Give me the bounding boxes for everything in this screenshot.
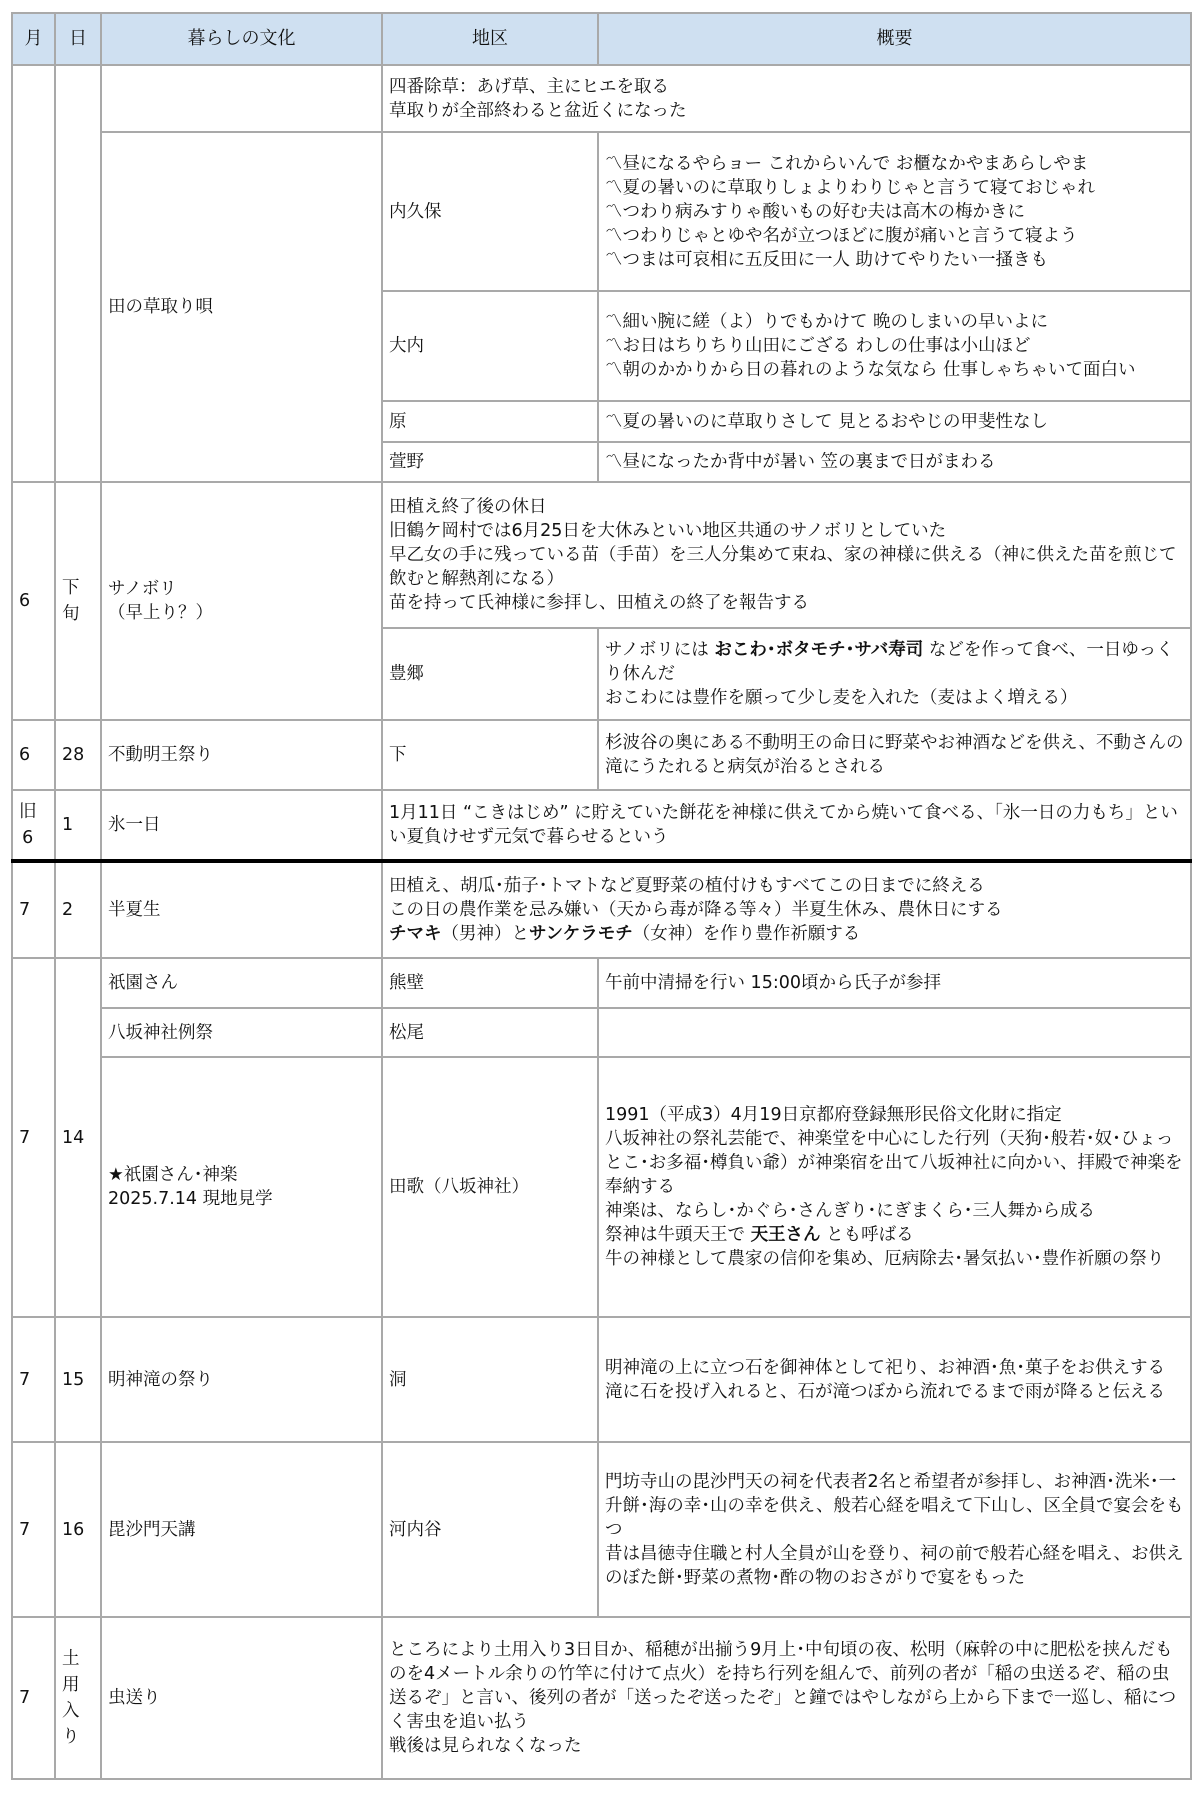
- cell-district: 河内谷: [382, 1442, 598, 1617]
- header-culture: 暮らしの文化: [101, 13, 382, 65]
- cell-day-empty: [55, 65, 101, 482]
- table-row-mushiokuri: [12, 1617, 1191, 1779]
- culture-title: ★祇園さん･神楽: [108, 1165, 238, 1185]
- cell-song-lyrics: [598, 132, 1191, 291]
- cell-district: 熊壁: [382, 958, 598, 1008]
- cell-song-lyrics: [598, 442, 1191, 482]
- bold-tennosan: 天王さん: [750, 1225, 821, 1245]
- cell-summary: [598, 1442, 1191, 1617]
- table-row-koori: [12, 790, 1191, 861]
- summary-line: 1991（平成3）4月19日京都府登録無形民俗文化財に指定: [605, 1105, 1062, 1125]
- visit-note: 2025.7.14 現地見学: [108, 1189, 273, 1209]
- cell-day: 14: [55, 958, 101, 1317]
- cell-district: 田歌（八坂神社）: [382, 1057, 598, 1317]
- cell-culture: 明神滝の祭り: [101, 1317, 382, 1442]
- cell-culture: 氷一日: [101, 790, 382, 861]
- summary-line: 早乙女の手に残っている苗（手苗）を三人分集めて束ね、家の神様に供える（神に供えた苗を煎じて飲むと解熱剤になる）: [389, 545, 1177, 589]
- cell-song-lyrics: [598, 291, 1191, 401]
- summary-line: 田植え、胡瓜･茄子･トマトなど夏野菜の植付けもすべてこの日までに終える: [389, 876, 985, 896]
- summary-line: 滝に石を投げ入れると、石が滝つぼから流れでるまで雨が降ると伝える: [605, 1381, 1165, 1402]
- cell-district: 洞: [382, 1317, 598, 1442]
- cell-day: 15: [55, 1317, 101, 1442]
- summary-line: チマキ（男神）とサンケラモチ（女神）を作り豊作祈願する: [389, 924, 861, 944]
- cell-day: 28: [55, 720, 101, 790]
- cell-month: 7: [12, 1617, 55, 1779]
- table-row-bishamon: [12, 1442, 1191, 1617]
- cell-day: 2: [55, 861, 101, 958]
- bold-chimaki: チマキ: [389, 924, 442, 944]
- cell-culture: 半夏生: [101, 861, 382, 958]
- folk-culture-calendar-table: [11, 12, 1192, 1780]
- summary-line: 旧鶴ケ岡村では6月25日を大休みといい地区共通のサノボリとしていた: [389, 521, 947, 541]
- cell-summary: [382, 1617, 1191, 1779]
- cell-culture: [101, 482, 382, 720]
- table-row-gion: [12, 958, 1191, 1008]
- lyric-line: 〽つわりじゃとゆや名が立つほどに腹が痛いと言うて寝よう: [605, 225, 1078, 246]
- cell-month: 6: [12, 482, 55, 720]
- cell-culture: 毘沙門天講: [101, 1442, 382, 1617]
- cell-month: 7: [12, 1317, 55, 1442]
- summary-line: ところにより土用入り3日目か、稲穂が出揃う9月上･中旬頃の夜、松明（麻幹の中に肥松を挟んだものを4メートル余りの竹竿に付けて点火）を持ち行列を組んで、前列の者が「稲の虫送るぞ、稲の虫送るぞ」と言い、後列の者が「送ったぞ送ったぞ」と鐘ではやしながら上から下まで一巡し、稲につく害虫を追い払う: [389, 1640, 1177, 1732]
- cell-summary: [598, 1317, 1191, 1442]
- header-row: [12, 13, 1191, 65]
- header-district: 地区: [382, 13, 598, 65]
- summary-line: この日の農作業を忌み嫌い（天から毒が降る等々）半夏生休み、農休日にする: [389, 900, 1003, 920]
- summary-line: 八坂神社の祭礼芸能で、神楽堂を中心にした行列（天狗･般若･奴･ひょっとこ･お多福･樽負い爺）が神楽宿を出て八坂神社に向かい、拝殿で神楽を奉納する: [605, 1129, 1183, 1197]
- table-row-hangesho: [12, 861, 1191, 958]
- lyric-line: 〽昼になったか背中が暑い 笠の裏まで日がまわる: [605, 452, 996, 472]
- cell-summary: 杉波谷の奥にある不動明王の命日に野菜やお神酒などを供え、不動さんの滝にうたれると病気が治るとされる: [598, 720, 1191, 790]
- summary-line: おこわには豊作を願って少し麦を入れた（麦はよく増える）: [605, 688, 1078, 708]
- summary-line: 牛の神様として農家の信仰を集め、厄病除去･暑気払い･豊作祈願の祭り: [605, 1249, 1165, 1269]
- summary-line: 明神滝の上に立つ石を御神体として祀り、お神酒･魚･菓子をお供えする: [605, 1357, 1165, 1378]
- cell-culture: [101, 1057, 382, 1317]
- cell-culture-empty: [101, 65, 382, 132]
- lyric-line: 〽昼になるやらョー これからいんで お櫃なかやまあらしやま: [605, 153, 1089, 174]
- summary-line: 苗を持って氏神様に参拝し、田植えの終了を報告する: [389, 593, 809, 613]
- cell-district: 萱野: [382, 442, 598, 482]
- cell-summary: [598, 628, 1191, 720]
- table-row-sanobori: [12, 482, 1191, 628]
- cell-day: [55, 1617, 101, 1779]
- cell-summary: [382, 482, 1191, 628]
- cell-month: 7: [12, 861, 55, 958]
- lyric-line: 〽夏の暑いのに草取りしょよりわりじゃと言うて寝ておじゃれ: [605, 177, 1095, 198]
- summary-line: サノボリには おこわ･ボタモチ･サバ寿司 などを作って食べ、一日ゆっくり休んだ: [605, 640, 1174, 684]
- cell-district: 大内: [382, 291, 598, 401]
- header-summary: 概要: [598, 13, 1191, 65]
- summary-line: 祭神は牛頭天王で 天王さん とも呼ばる: [605, 1225, 914, 1245]
- cell-month: 6: [12, 720, 55, 790]
- table-row-kagura: [12, 1057, 1191, 1317]
- cell-district: 松尾: [382, 1008, 598, 1057]
- lyric-line: 〽細い腕に縒（よ）りでもかけて 晩のしまいの早いよに: [605, 312, 1049, 332]
- culture-subtitle: （早上り？）: [108, 603, 213, 623]
- day-vertical-text: 土用入り: [62, 1649, 80, 1747]
- table-row-myojin: [12, 1317, 1191, 1442]
- cell-weeding-summary: [382, 65, 1191, 132]
- table-row-weeding: [12, 65, 1191, 132]
- summary-line: 草取りが全部終わると盆近くになった: [389, 100, 687, 121]
- lyric-line: 〽夏の暑いのに草取りさして 見とるおやじの甲斐性なし: [605, 411, 1049, 432]
- cell-culture: 祇園さん: [101, 958, 382, 1008]
- table-row-fudo: [12, 720, 1191, 790]
- lyric-line: 〽つまは可哀相に五反田に一人 助けてやりたい一搔きも: [605, 249, 1049, 270]
- cell-day: 16: [55, 1442, 101, 1617]
- cell-district: 豊郷: [382, 628, 598, 720]
- cell-district: 内久保: [382, 132, 598, 291]
- cell-month: 7: [12, 1442, 55, 1617]
- summary-line: 門坊寺山の毘沙門天の祠を代表者2名と希望者が参拝し、お神酒･洗米･一升餅･海の幸･山の幸を供え、般若心経を唱えて下山し、区全員で宴会をもつ: [605, 1471, 1184, 1540]
- cell-summary: 午前中清掃を行い 15:00頃から氏子が参拝: [598, 958, 1191, 1008]
- day-vertical-text: 下旬: [62, 578, 80, 624]
- summary-line: 神楽は、ならし･かぐら･さんぎり･にぎまくら･三人舞から成る: [605, 1201, 1095, 1221]
- cell-day: 1: [55, 790, 101, 861]
- summary-line: 田植え終了後の休日: [389, 497, 547, 517]
- cell-summary: [598, 1008, 1191, 1057]
- cell-summary: [382, 861, 1191, 958]
- cell-culture: 虫送り: [101, 1617, 382, 1779]
- cell-summary: 1月11日 “こきはじめ” に貯えていた餅花を神様に供えてから焼いて食べる、「氷一日の力もち」といい夏負けせず元気で暮らせるという: [382, 790, 1191, 861]
- cell-month: 7: [12, 958, 55, 1317]
- cell-culture: 不動明王祭り: [101, 720, 382, 790]
- cell-month-empty: [12, 65, 55, 482]
- cell-weeding-song-title: 田の草取り唄: [101, 132, 382, 482]
- cell-summary: [598, 1057, 1191, 1317]
- cell-month: [12, 790, 55, 861]
- cell-district: 下: [382, 720, 598, 790]
- cell-song-lyrics: [598, 401, 1191, 442]
- table-row-song-uchikubo: [12, 132, 1191, 291]
- cell-day: [55, 482, 101, 720]
- culture-title: サノボリ: [108, 579, 177, 599]
- lyric-line: 〽お日はちりちり山田にござる わしの仕事は小山ほど: [605, 336, 1031, 356]
- header-month: 月: [12, 13, 55, 65]
- header-day: 日: [55, 13, 101, 65]
- month-vertical-text: 旧6: [19, 802, 37, 848]
- cell-district: 原: [382, 401, 598, 442]
- summary-line: 戦後は見られなくなった: [389, 1736, 582, 1756]
- bold-foods: おこわ･ボタモチ･サバ寿司: [714, 640, 924, 660]
- table-row-yasaka: [12, 1008, 1191, 1057]
- cell-culture: 八坂神社例祭: [101, 1008, 382, 1057]
- summary-line: 昔は昌徳寺住職と村人全員が山を登り、祠の前で般若心経を唱え、お供えのぼた餅･野菜の煮物･酢の物のおさがりで宴をもった: [605, 1543, 1184, 1588]
- lyric-line: 〽朝のかかりから日の暮れのような気なら 仕事しゃちゃいて面白い: [605, 360, 1136, 380]
- lyric-line: 〽つわり病みすりゃ酸いもの好む夫は高木の梅かきに: [605, 201, 1025, 222]
- summary-line: 四番除草：あげ草、主にヒエを取る: [389, 76, 669, 97]
- bold-sankeramochi: サンケラモチ: [529, 924, 633, 944]
